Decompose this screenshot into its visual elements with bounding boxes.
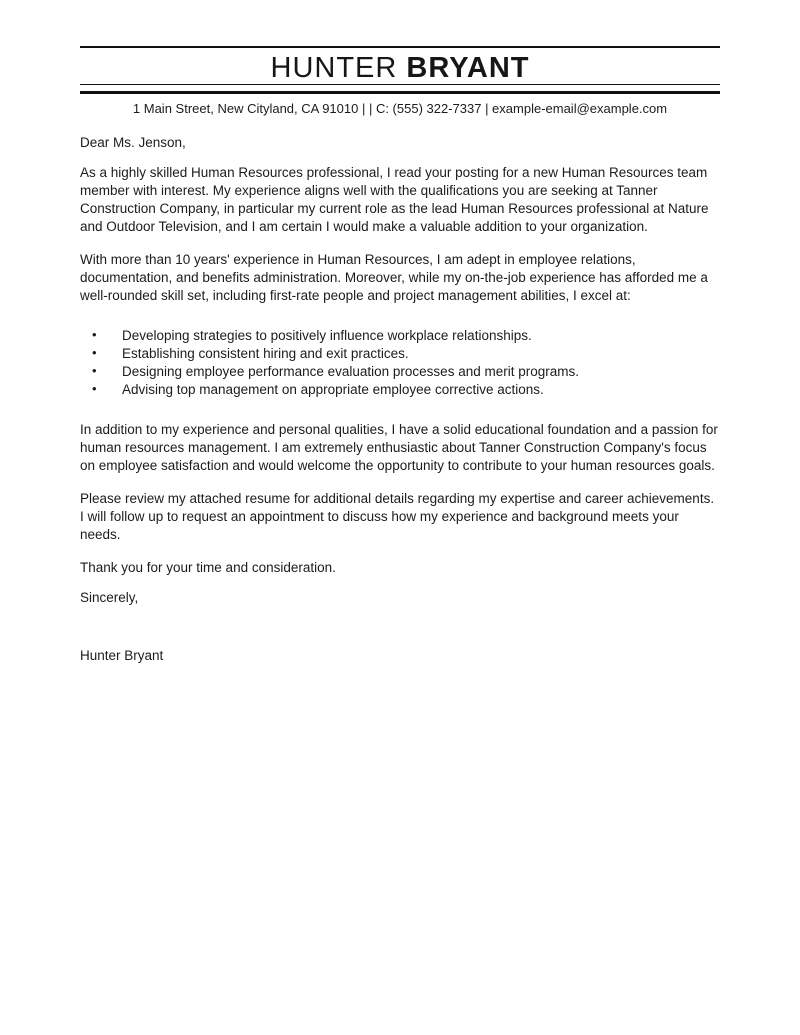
- bullet-item-text: Establishing consistent hiring and exit practices.: [122, 346, 409, 361]
- bullet-dot-icon: •: [92, 381, 97, 396]
- bullet-item-text: Designing employee performance evaluation processes and merit programs.: [122, 364, 579, 379]
- bullet-item-text: Developing strategies to positively influence workplace relationships.: [122, 328, 532, 343]
- candidate-last-name: BRYANT: [406, 52, 530, 84]
- intro-paragraph: As a highly skilled Human Resources professional, I read your posting for a new Human Resources team member with interest. My experience aligns well with the qualifications you are seeking at Tanner Construction Company, in particular my current role as the lead Human Resources professional at Nature and Outdoor Television, and I am certain I would make a valuable addition to your organization.: [80, 165, 709, 234]
- bullet-dot-icon: •: [92, 363, 97, 378]
- header-thick-rule: [80, 91, 720, 94]
- bullet-item: [92, 327, 720, 345]
- signature-name: Hunter Bryant: [80, 648, 164, 663]
- candidate-first-name: HUNTER: [270, 52, 398, 84]
- contact-line: 1 Main Street, New Cityland, CA 91010 | | C: (555) 322-7337 | example-email@example.com: [132, 101, 668, 116]
- bullet-item: [92, 381, 720, 399]
- salutation: Dear Ms. Jenson,: [80, 135, 186, 150]
- skills-bullet-list: [80, 327, 720, 399]
- letter-header: [80, 46, 720, 116]
- valediction: Sincerely,: [80, 590, 139, 605]
- candidate-name: [80, 52, 720, 84]
- bullet-dot-icon: •: [92, 327, 97, 342]
- header-thin-rule: [80, 84, 720, 85]
- resume-paragraph: Please review my attached resume for additional details regarding my expertise and career achievements. I will follow up to request an appointment to discuss how my experience and background meets your needs.: [80, 491, 715, 542]
- bullet-item-text: Advising top management on appropriate employee corrective actions.: [122, 382, 544, 397]
- thanks-line: Thank you for your time and consideration.: [80, 560, 336, 575]
- experience-paragraph: With more than 10 years' experience in Human Resources, I am adept in employee relations, documentation, and benefits administration. Moreover, while my on-the-job experience has afforded me a well-rounded skill set, including first-rate people and project management abilities, I excel at:: [80, 252, 708, 303]
- bullet-dot-icon: •: [92, 345, 97, 360]
- letter-body: [80, 134, 720, 665]
- bullet-item: [92, 363, 720, 381]
- education-paragraph: In addition to my experience and personal qualities, I have a solid educational foundation and a passion for human resources management. I am extremely enthusiastic about Tanner Construction Company's focus on employee satisfaction and would welcome the opportunity to contribute to your human resources goals.: [80, 422, 718, 473]
- bullet-item: [92, 345, 720, 363]
